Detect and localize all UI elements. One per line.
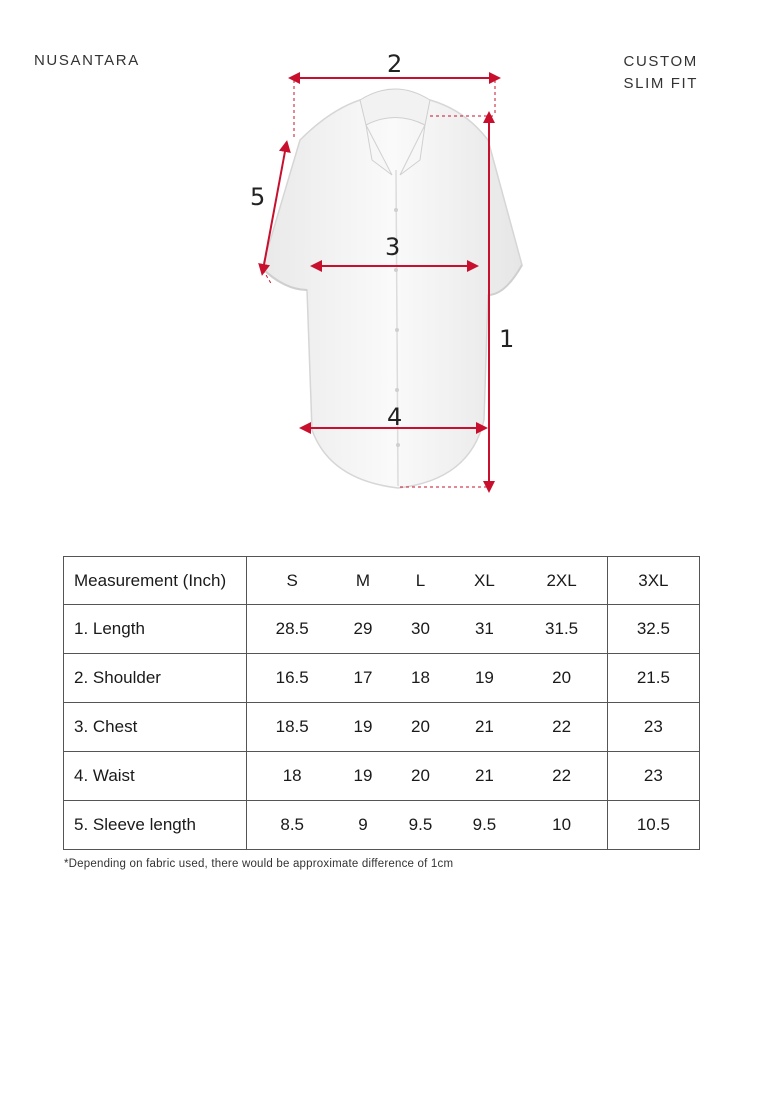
cell: 31 bbox=[452, 605, 516, 654]
cell: 22 bbox=[516, 703, 607, 752]
cell: 10.5 bbox=[607, 801, 699, 850]
cell: 9.5 bbox=[452, 801, 516, 850]
row-label: 1. Length bbox=[64, 605, 247, 654]
cell: 16.5 bbox=[247, 654, 338, 703]
table-row bbox=[64, 703, 700, 752]
row-label: 3. Chest bbox=[64, 703, 247, 752]
cell: 28.5 bbox=[247, 605, 338, 654]
shirt-figure bbox=[0, 0, 762, 520]
table-header-row bbox=[64, 557, 700, 605]
header-m: M bbox=[337, 557, 388, 605]
cell: 22 bbox=[516, 752, 607, 801]
cell: 9.5 bbox=[389, 801, 453, 850]
label-chest: 3 bbox=[385, 233, 401, 261]
footnote: *Depending on fabric used, there would be approximate difference of 1cm bbox=[64, 858, 454, 870]
label-length: 1 bbox=[499, 325, 515, 353]
size-chart-table bbox=[63, 556, 700, 850]
cell: 10 bbox=[516, 801, 607, 850]
cell: 30 bbox=[389, 605, 453, 654]
cell: 18 bbox=[247, 752, 338, 801]
cell: 8.5 bbox=[247, 801, 338, 850]
cell: 23 bbox=[607, 752, 699, 801]
label-waist: 4 bbox=[387, 403, 403, 431]
table-row bbox=[64, 801, 700, 850]
label-shoulder: 2 bbox=[387, 50, 403, 78]
cell: 20 bbox=[389, 703, 453, 752]
header-measurement: Measurement (Inch) bbox=[64, 557, 247, 605]
header-l: L bbox=[389, 557, 453, 605]
cell: 21.5 bbox=[607, 654, 699, 703]
cell: 21 bbox=[452, 703, 516, 752]
cell: 23 bbox=[607, 703, 699, 752]
table-row bbox=[64, 752, 700, 801]
cell: 20 bbox=[516, 654, 607, 703]
row-label: 2. Shoulder bbox=[64, 654, 247, 703]
label-sleeve: 5 bbox=[250, 183, 266, 211]
header-3xl: 3XL bbox=[607, 557, 699, 605]
cell: 17 bbox=[337, 654, 388, 703]
fit-line-1: CUSTOM bbox=[623, 53, 698, 70]
fit-line-2: SLIM FIT bbox=[623, 75, 698, 92]
cell: 29 bbox=[337, 605, 388, 654]
shirt-diagram-icon bbox=[0, 0, 762, 520]
cell: 32.5 bbox=[607, 605, 699, 654]
cell: 18 bbox=[389, 654, 453, 703]
table-row bbox=[64, 605, 700, 654]
row-label: 5. Sleeve length bbox=[64, 801, 247, 850]
table-row bbox=[64, 654, 700, 703]
cell: 19 bbox=[337, 703, 388, 752]
cell: 19 bbox=[337, 752, 388, 801]
header-s: S bbox=[247, 557, 338, 605]
cell: 18.5 bbox=[247, 703, 338, 752]
cell: 19 bbox=[452, 654, 516, 703]
header-xl: XL bbox=[452, 557, 516, 605]
cell: 21 bbox=[452, 752, 516, 801]
cell: 31.5 bbox=[516, 605, 607, 654]
row-label: 4. Waist bbox=[64, 752, 247, 801]
brand-name: NUSANTARA bbox=[34, 52, 140, 69]
cell: 20 bbox=[389, 752, 453, 801]
cell: 9 bbox=[337, 801, 388, 850]
header-2xl: 2XL bbox=[516, 557, 607, 605]
